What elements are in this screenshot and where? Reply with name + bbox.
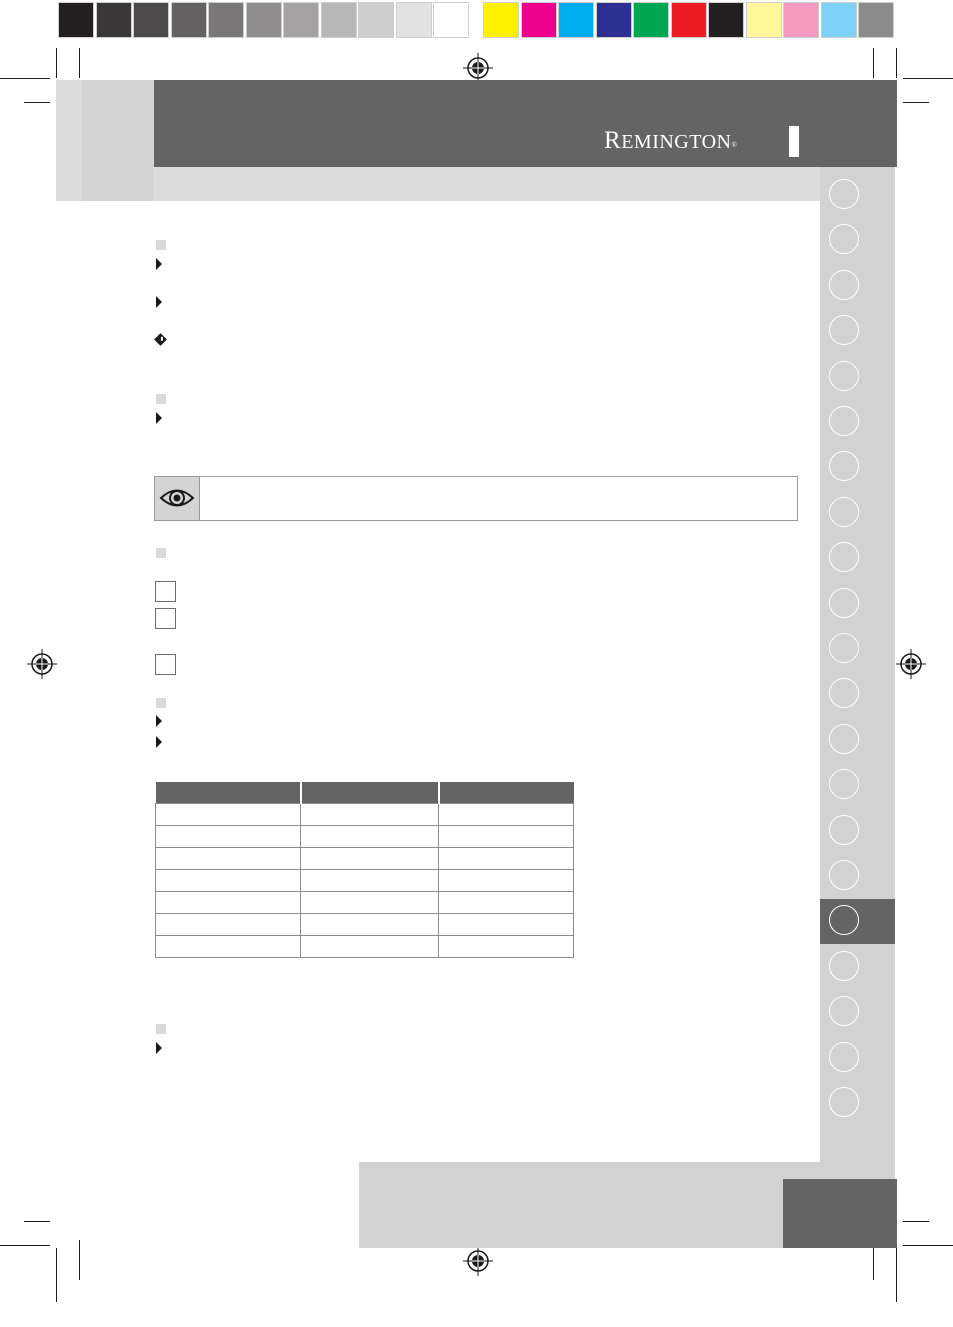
triangle-bullet-icon xyxy=(156,1042,162,1054)
registration-mark-right xyxy=(896,649,926,679)
grayscale-swatch xyxy=(133,2,169,38)
table-row xyxy=(156,826,574,848)
crop-line xyxy=(79,48,80,78)
language-tab[interactable] xyxy=(829,361,859,391)
grayscale-swatch xyxy=(321,2,357,38)
triangle-bullet-icon xyxy=(156,736,162,748)
table-header-row xyxy=(156,782,574,804)
crop-line xyxy=(903,78,953,79)
section-bullet-icon xyxy=(156,240,166,250)
table-row xyxy=(156,804,574,826)
table-cell xyxy=(301,848,439,870)
step-number-box xyxy=(155,608,176,629)
table-cell xyxy=(301,870,439,892)
grayscale-swatch xyxy=(171,2,207,38)
crop-line xyxy=(79,1240,80,1280)
triangle-bullet-icon xyxy=(156,412,162,424)
table-cell xyxy=(156,870,301,892)
language-tab[interactable] xyxy=(829,497,859,527)
crop-line xyxy=(903,1221,929,1222)
registration-mark-left xyxy=(27,649,57,679)
grayscale-swatch xyxy=(283,2,319,38)
process-color-swatch xyxy=(708,2,744,38)
table-row xyxy=(156,914,574,936)
table-cell xyxy=(439,826,574,848)
grayscale-swatch xyxy=(396,2,432,38)
left-margin-band-inner xyxy=(82,80,154,201)
table-row xyxy=(156,848,574,870)
table-cell xyxy=(301,804,439,826)
process-color-swatch xyxy=(671,2,707,38)
grayscale-swatch xyxy=(58,2,94,38)
language-tab[interactable] xyxy=(829,406,859,436)
note-icon-cell xyxy=(155,477,200,520)
process-color-swatch xyxy=(558,2,594,38)
subheader-band xyxy=(154,167,820,201)
process-color-swatch xyxy=(783,2,819,38)
triangle-bullet-icon xyxy=(156,296,162,308)
step-number-box xyxy=(155,581,176,602)
warning-diamond-icon xyxy=(154,333,167,346)
table-row xyxy=(156,870,574,892)
process-color-swatch xyxy=(483,2,519,38)
table-cell xyxy=(156,848,301,870)
table-cell xyxy=(156,804,301,826)
crop-line xyxy=(903,102,929,103)
table-cell xyxy=(439,914,574,936)
process-color-swatch xyxy=(596,2,632,38)
header-band xyxy=(154,80,897,167)
table-cell xyxy=(439,804,574,826)
table-cell xyxy=(156,936,301,958)
table-cell xyxy=(156,892,301,914)
grayscale-swatch xyxy=(208,2,244,38)
table-cell xyxy=(301,892,439,914)
table-header-cell xyxy=(439,782,574,804)
crop-line xyxy=(24,1221,50,1222)
grayscale-swatch xyxy=(433,2,469,38)
language-tab[interactable] xyxy=(829,1042,859,1072)
crop-line xyxy=(0,78,50,79)
table-header-cell xyxy=(301,782,439,804)
brand-logo-bar xyxy=(789,126,799,157)
section-bullet-icon xyxy=(156,394,166,404)
crop-line xyxy=(873,48,874,78)
process-color-swatch xyxy=(633,2,669,38)
language-tab[interactable] xyxy=(829,860,859,890)
registration-mark-top xyxy=(463,53,493,83)
language-tab[interactable] xyxy=(829,315,859,345)
note-box xyxy=(154,476,798,521)
table-cell xyxy=(156,826,301,848)
table-header-cell xyxy=(156,782,301,804)
table-cell xyxy=(439,870,574,892)
registration-mark-bottom xyxy=(463,1246,493,1276)
crop-line xyxy=(56,48,57,78)
spec-table xyxy=(155,782,574,958)
process-color-swatch xyxy=(746,2,782,38)
language-tab[interactable] xyxy=(829,996,859,1026)
brand-logo: REMINGTON® xyxy=(604,127,738,154)
step-number-box xyxy=(155,654,176,675)
section-bullet-icon xyxy=(156,698,166,708)
crop-line xyxy=(896,48,897,78)
triangle-bullet-icon xyxy=(156,715,162,727)
grayscale-swatch xyxy=(246,2,282,38)
grayscale-swatch xyxy=(96,2,132,38)
table-cell xyxy=(301,914,439,936)
crop-line xyxy=(56,1248,57,1302)
section-bullet-icon xyxy=(156,1024,166,1034)
crop-line xyxy=(896,1248,897,1302)
process-color-swatch xyxy=(521,2,557,38)
table-cell xyxy=(439,936,574,958)
table-cell xyxy=(439,848,574,870)
section-bullet-icon xyxy=(156,548,166,558)
language-tab[interactable] xyxy=(829,815,859,845)
language-tab[interactable] xyxy=(829,951,859,981)
language-tab[interactable] xyxy=(829,633,859,663)
language-tab[interactable] xyxy=(829,724,859,754)
table-cell xyxy=(301,936,439,958)
table-row xyxy=(156,936,574,958)
crop-line xyxy=(903,1245,953,1246)
table-cell xyxy=(301,826,439,848)
language-tab[interactable] xyxy=(829,1087,859,1117)
language-tab[interactable] xyxy=(829,179,859,209)
eye-icon xyxy=(155,477,199,520)
triangle-bullet-icon xyxy=(156,258,162,270)
grayscale-swatch xyxy=(358,2,394,38)
table-row xyxy=(156,892,574,914)
language-tab[interactable] xyxy=(829,542,859,572)
process-color-swatch xyxy=(858,2,894,38)
table-cell xyxy=(439,892,574,914)
language-tab[interactable] xyxy=(829,270,859,300)
crop-line xyxy=(0,1245,50,1246)
table-cell xyxy=(156,914,301,936)
process-color-swatch xyxy=(821,2,857,38)
page-number-box xyxy=(783,1179,897,1248)
crop-line xyxy=(24,102,50,103)
language-tab[interactable] xyxy=(829,769,859,799)
language-tab[interactable] xyxy=(829,588,859,618)
